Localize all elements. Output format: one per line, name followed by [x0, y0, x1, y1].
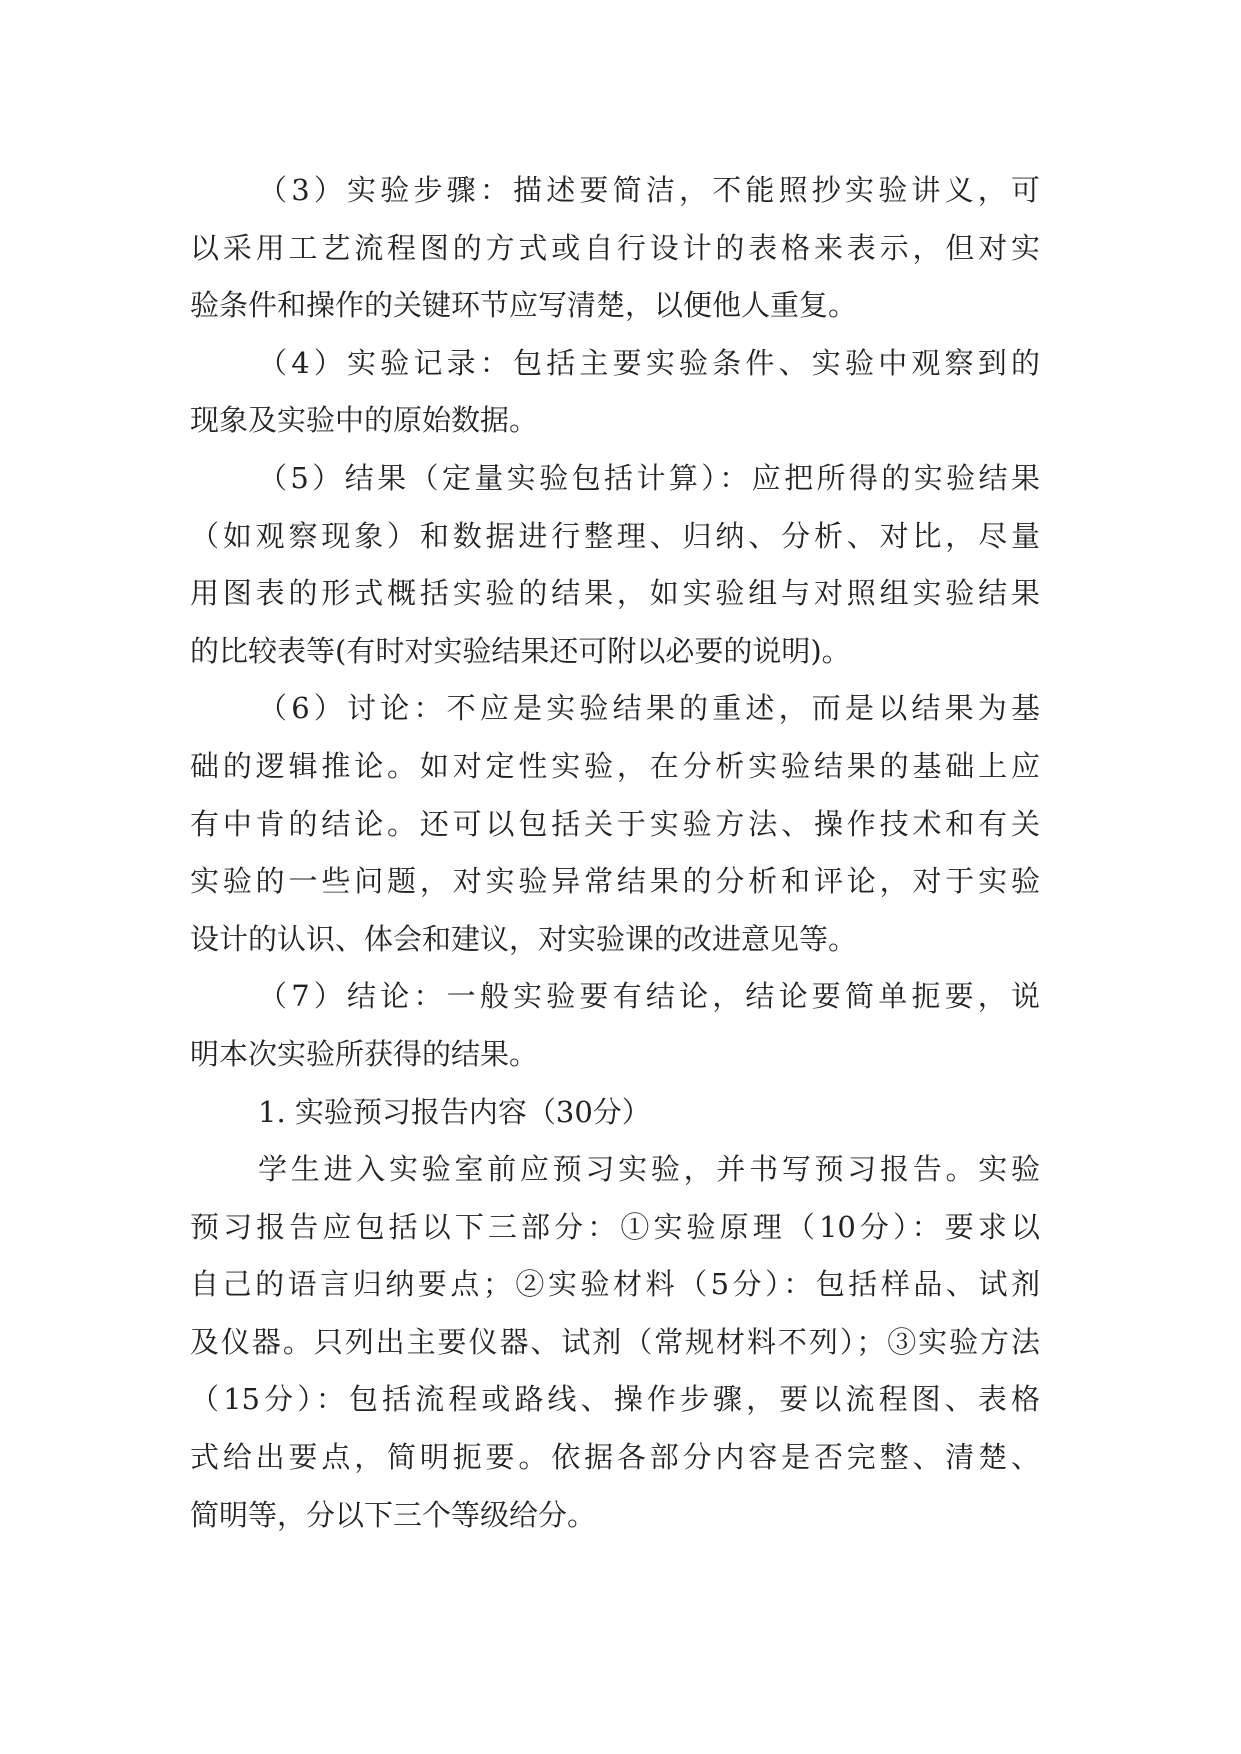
paragraph-line: （7）结论：一般实验要有结论，结论要简单扼要，说 [258, 979, 1040, 1014]
section-heading: 1. 实验预习报告内容（30分） [258, 1094, 651, 1129]
paragraph-line: 式给出要点，简明扼要。依据各部分内容是否完整、清楚、 [190, 1440, 1040, 1475]
paragraph-experiment-record [190, 335, 1040, 450]
paragraph-preview-report [190, 1141, 1040, 1544]
paragraph-line: 以采用工艺流程图的方式或自行设计的表格来表示，但对实 [190, 230, 1040, 265]
paragraph-line: 用图表的形式概括实验的结果，如实验组与对照组实验结果 [190, 576, 1040, 611]
paragraph-line: 础的逻辑推论。如对定性实验，在分析实验结果的基础上应 [190, 748, 1040, 783]
paragraph-line: 简明等，分以下三个等级给分。 [190, 1497, 597, 1532]
paragraph-line: 自己的语言归纳要点；②实验材料（5分）：包括样品、试剂 [190, 1267, 1040, 1302]
paragraph-line: 的比较表等(有时对实验结果还可附以必要的说明)。 [190, 633, 851, 668]
paragraph-discussion [190, 680, 1040, 968]
document-body [190, 162, 1040, 1544]
section-heading-preview-report [190, 1084, 1040, 1142]
paragraph-line: （6）讨论：不应是实验结果的重述，而是以结果为基 [258, 691, 1040, 726]
paragraph-line: 验条件和操作的关键环节应写清楚，以便他人重复。 [190, 288, 858, 323]
paragraph-line: 学生进入实验室前应预习实验，并书写预习报告。实验 [258, 1152, 1040, 1187]
paragraph-line: 及仪器。只列出主要仪器、试剂（常规材料不列）；③实验方法 [190, 1324, 1040, 1359]
paragraph-line: （3）实验步骤：描述要简洁，不能照抄实验讲义，可 [258, 173, 1040, 207]
paragraph-line: 实验的一些问题，对实验异常结果的分析和评论，对于实验 [190, 864, 1040, 899]
paragraph-line: （4）实验记录：包括主要实验条件、实验中观察到的 [258, 345, 1040, 380]
paragraph-line: 预习报告应包括以下三部分：①实验原理（10分）：要求以 [190, 1209, 1040, 1244]
paragraph-conclusion [190, 968, 1040, 1083]
paragraph-results [190, 450, 1040, 680]
paragraph-line: 现象及实验中的原始数据。 [190, 403, 539, 438]
paragraph-line: 明本次实验所获得的结果。 [190, 1036, 539, 1071]
paragraph-line: （5）结果（定量实验包括计算）：应把所得的实验结果 [258, 460, 1040, 495]
paragraph-line: （如观察现象）和数据进行整理、归纳、分析、对比，尽量 [190, 518, 1040, 553]
paragraph-line: （15分）：包括流程或路线、操作步骤，要以流程图、表格 [190, 1382, 1040, 1417]
paragraph-line: 有中肯的结论。还可以包括关于实验方法、操作技术和有关 [190, 806, 1040, 841]
paragraph-line: 设计的认识、体会和建议，对实验课的改进意见等。 [190, 921, 858, 956]
paragraph-experiment-steps [190, 162, 1040, 335]
